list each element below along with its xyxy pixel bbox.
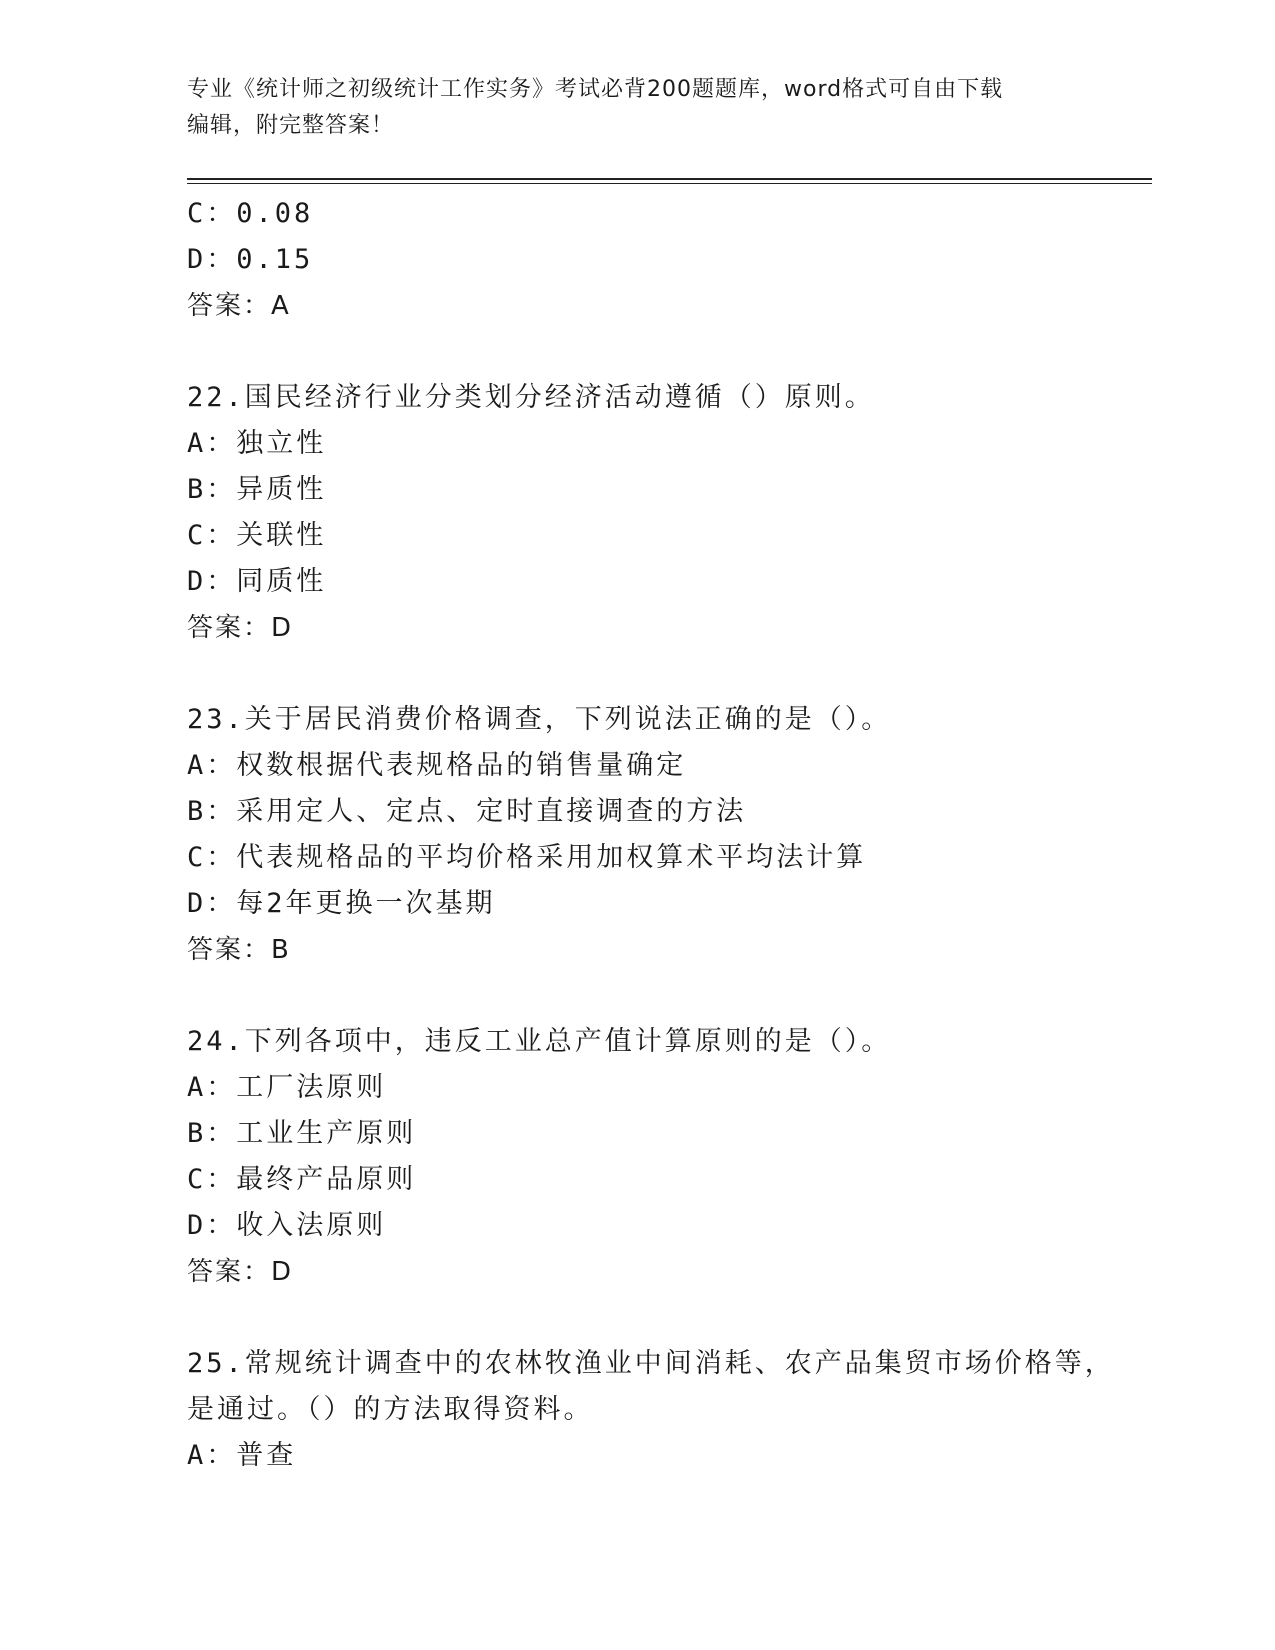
option-a: A：权数根据代表规格品的销售量确定: [187, 750, 687, 781]
answer-line: 答案：D: [187, 613, 294, 643]
option-c: C：最终产品原则: [187, 1164, 417, 1195]
header-rule-thin: [187, 183, 1152, 184]
question-stem-line-2: 是通过。（）的方法取得资料。: [187, 1394, 594, 1425]
document-header: [187, 72, 1087, 144]
question-24: [187, 1019, 1152, 1295]
header-line-1: 专业《统计师之初级统计工作实务》考试必背200题题库，word格式可自由下载: [187, 77, 1004, 102]
answer-line: 答案：B: [187, 935, 291, 965]
option-a: A：工厂法原则: [187, 1072, 387, 1103]
question-stem: 23.关于居民消费价格调查，下列说法正确的是（）。: [187, 704, 892, 735]
option-b: B：采用定人、定点、定时直接调查的方法: [187, 796, 747, 827]
answer-line: 答案：D: [187, 1257, 294, 1287]
previous-question-tail: [187, 191, 1152, 329]
header-rule-thick: [187, 178, 1152, 180]
option-b: B：工业生产原则: [187, 1118, 417, 1149]
option-a: A：普查: [187, 1440, 297, 1471]
answer-line: 答案：A: [187, 291, 291, 321]
question-25: [187, 1341, 1152, 1479]
question-stem: 22.国民经济行业分类划分经济活动遵循（）原则。: [187, 382, 875, 413]
question-23: [187, 697, 1152, 973]
question-22: [187, 375, 1152, 651]
option-a: A：独立性: [187, 428, 327, 459]
option-d: D：收入法原则: [187, 1210, 387, 1241]
option-b: B：异质性: [187, 474, 327, 505]
option-d: D：每2年更换一次基期: [187, 888, 496, 919]
question-content: [187, 191, 1152, 1479]
option-c: C：代表规格品的平均价格采用加权算术平均法计算: [187, 842, 867, 873]
option-d: D：0.15: [187, 244, 314, 275]
option-c: C：关联性: [187, 520, 327, 551]
option-c: C：0.08: [187, 198, 314, 229]
option-d: D：同质性: [187, 566, 327, 597]
question-stem-line-1: 25.常规统计调查中的农林牧渔业中间消耗、农产品集贸市场价格等，: [187, 1348, 1115, 1379]
header-line-2: 编辑，附完整答案！: [187, 113, 395, 138]
question-stem: 24.下列各项中，违反工业总产值计算原则的是（）。: [187, 1026, 892, 1057]
